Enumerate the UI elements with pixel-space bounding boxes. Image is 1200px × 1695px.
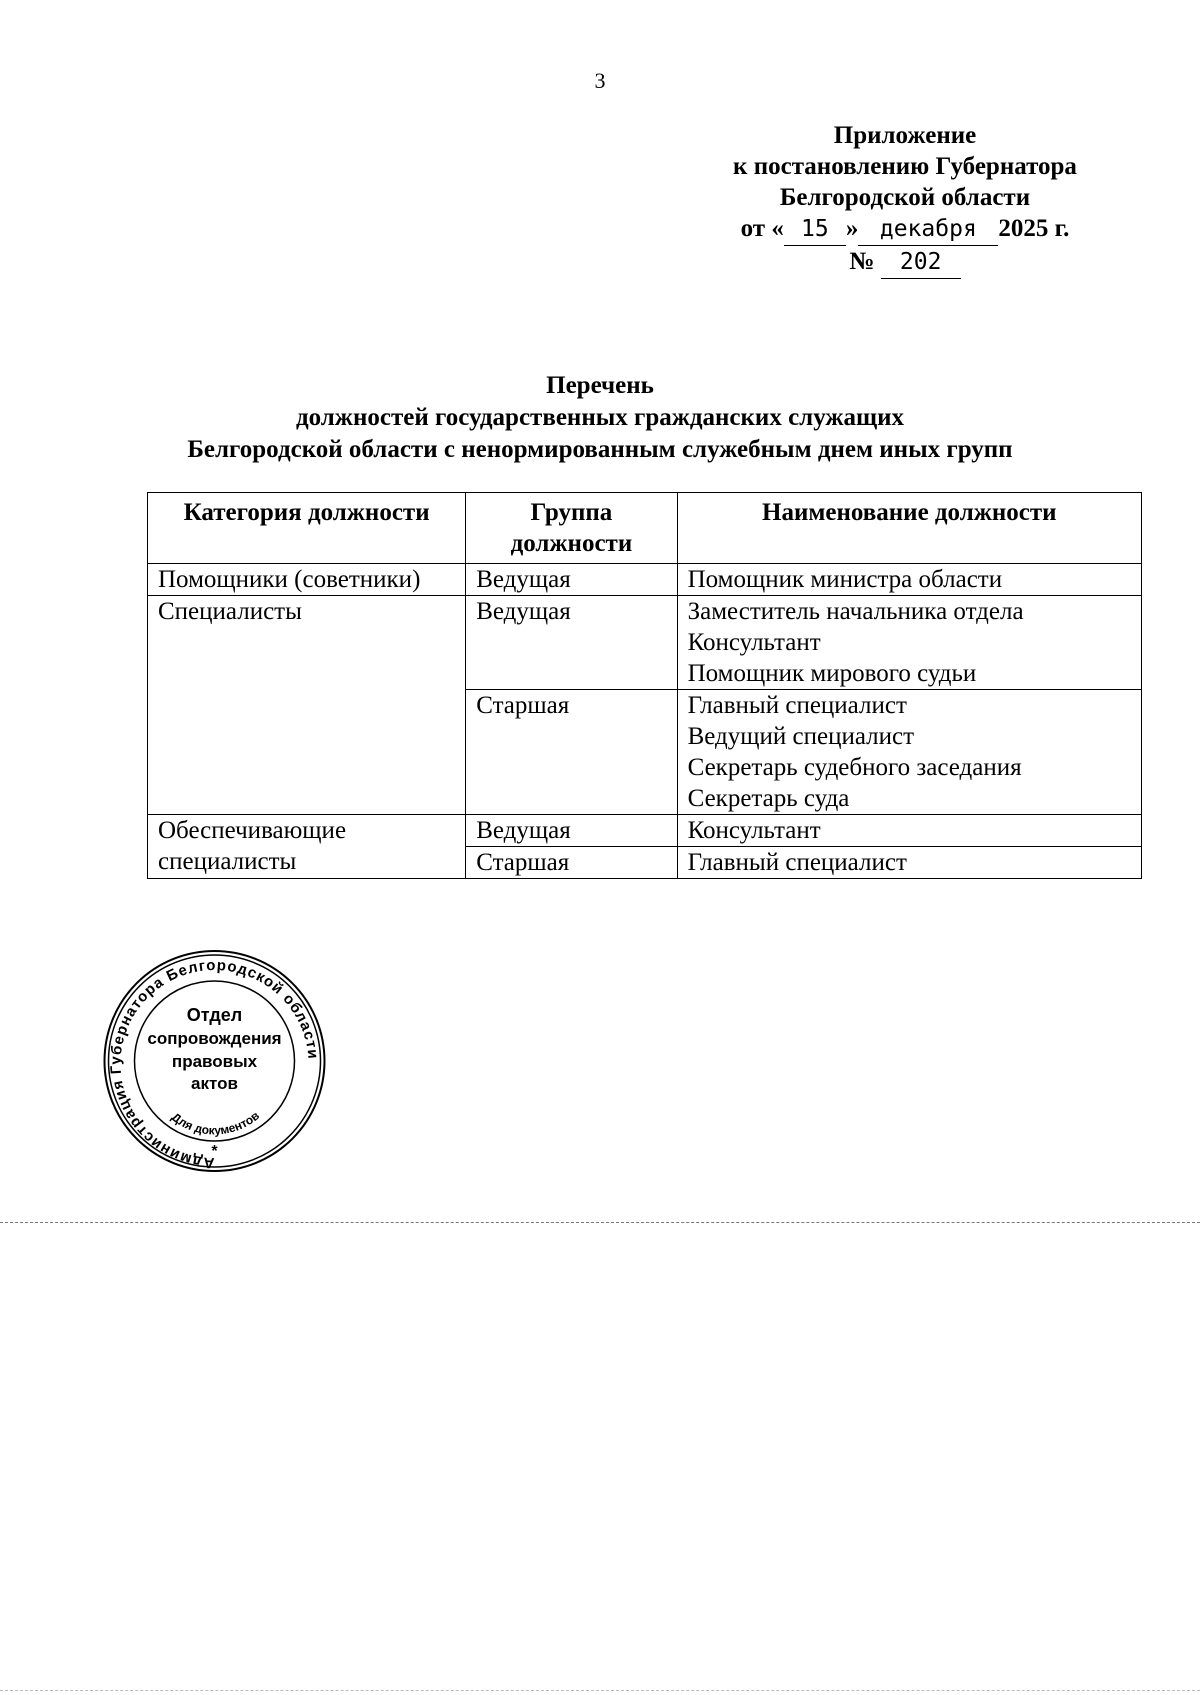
positions-table [147, 492, 1142, 879]
header-group: Группа должности [466, 493, 677, 564]
cell-names [677, 596, 1141, 690]
position-name: Заместитель начальника отдела [687, 598, 1024, 625]
appendix-number-line [690, 246, 1120, 279]
position-name: Главный специалист [687, 849, 907, 876]
title-line-2: должностей государственных гражданских служащих [295, 404, 905, 431]
page-number: 3 [594, 68, 606, 93]
stamp-center-line-1: Отдел [186, 1005, 243, 1025]
title-line-1: Перечень [546, 372, 654, 399]
date-month: декабря [858, 214, 998, 246]
cell-names [677, 690, 1141, 815]
appendix-region: Белгородской области [779, 184, 1031, 211]
position-name: Главный специалист [687, 692, 907, 719]
title-line-3: Белгородской области с ненормированным служебным днем иных групп [187, 436, 1013, 463]
position-name: Консультант [687, 629, 821, 656]
stamp-inner-arc-text: Для документов [168, 1108, 262, 1138]
date-year: 2025 г. [998, 215, 1070, 242]
position-name: Ведущий специалист [687, 723, 915, 750]
page-bottom-edge [0, 1690, 1200, 1691]
header-category: Категория должности [148, 493, 466, 564]
stamp-star-icon: * [211, 1143, 218, 1160]
position-name: Помощник мирового судьи [687, 660, 977, 687]
appendix-date-line [690, 213, 1120, 246]
stamp-center-line-4: актов [191, 1074, 238, 1093]
cell-group: Ведущая [466, 564, 677, 596]
table-header-row [148, 493, 1142, 564]
official-stamp [98, 948, 331, 1174]
date-day: 15 [784, 214, 846, 246]
cell-names [677, 815, 1141, 847]
position-name: Консультант [687, 817, 821, 844]
appendix-label: Приложение [833, 122, 977, 149]
cell-group: Ведущая [466, 815, 677, 847]
cell-group: Ведущая [466, 596, 677, 690]
table-row [148, 815, 1142, 847]
position-name: Секретарь судебного заседания [687, 754, 1022, 781]
cell-category: Помощники (советники) [148, 564, 466, 596]
cell-group: Старшая [466, 690, 677, 815]
cell-names [677, 564, 1141, 596]
position-name: Секретарь суда [687, 785, 850, 812]
date-prefix: от « [740, 215, 784, 242]
position-name: Помощник министра области [687, 566, 1003, 593]
number-label: № [849, 248, 875, 275]
cell-category: Специалисты [148, 596, 466, 815]
table-row [148, 564, 1142, 596]
cell-names [677, 847, 1141, 879]
cell-group: Старшая [466, 847, 677, 879]
table-row [148, 596, 1142, 690]
stamp-ring-text: Администрация Губернатора Белгородской области [107, 956, 322, 1172]
stamp-center-line-2: сопровождения [147, 1029, 282, 1048]
page-divider [0, 1222, 1200, 1223]
stamp-center-line-3: правовых [171, 1052, 258, 1071]
document-title [0, 370, 1200, 466]
date-mid: » [845, 215, 859, 242]
number-value: 202 [881, 247, 961, 279]
appendix-resolution: к постановлению Губернатора [733, 153, 1077, 180]
cell-category: Обеспечивающие специалисты [148, 815, 466, 879]
header-name: Наименование должности [677, 493, 1141, 564]
appendix-header [690, 120, 1120, 279]
stamp-graphic [98, 948, 331, 1174]
